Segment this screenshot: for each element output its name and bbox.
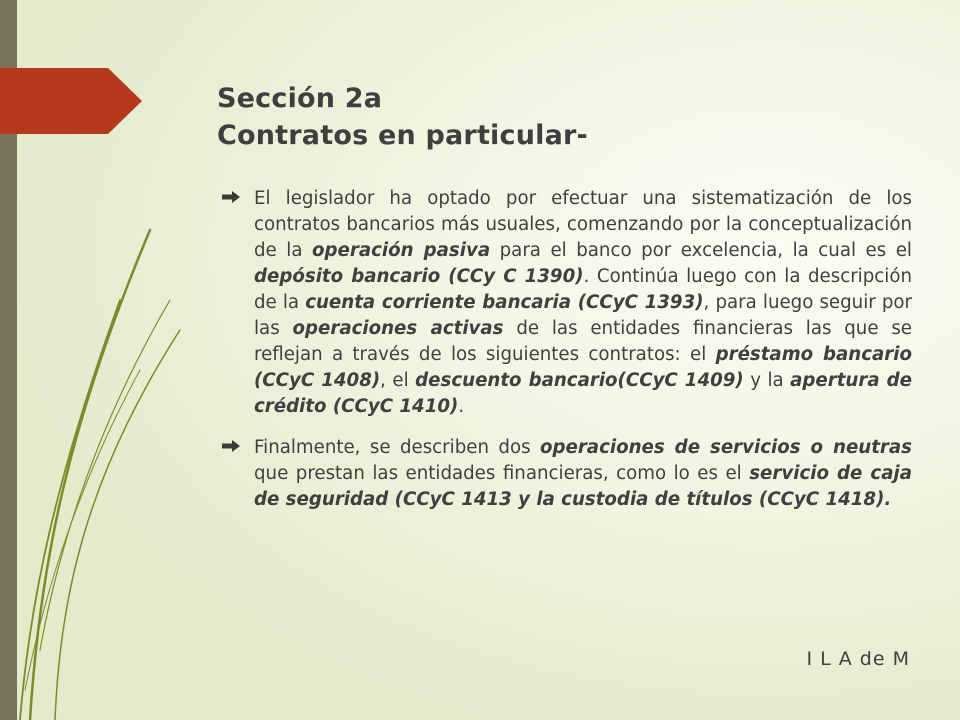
text-span: . Continúa luego con la descripción de la <box>254 266 912 313</box>
red-arrow-shape <box>0 68 142 134</box>
content-body <box>222 186 912 528</box>
right-arrow-icon <box>222 440 240 452</box>
text-span: y la <box>743 370 791 391</box>
text-span: de las entidades financieras las que se reflejan a través de los siguientes contratos: el <box>254 318 912 365</box>
emphasis-operaciones-servicios: operaciones de servicios o neutras <box>539 437 912 458</box>
emphasis-operacion-pasiva: operación pasiva <box>312 240 491 261</box>
emphasis-prestamo-bancario: préstamo bancario (CCyC 1408) <box>254 344 912 391</box>
text-span: , el <box>380 370 416 391</box>
text-span: para el banco por excelencia, la cual es el <box>490 240 912 261</box>
text-span: que prestan las entidades financieras, como lo es el <box>254 463 750 484</box>
emphasis-cuenta-corriente: cuenta corriente bancaria (CCyC 1393) <box>305 292 704 313</box>
emphasis-deposito-bancario: depósito bancario (CCy C 1390) <box>254 266 584 287</box>
list-item <box>222 435 912 513</box>
list-item <box>222 186 912 420</box>
title-line-1: Sección 2a <box>217 83 383 114</box>
text-span: . <box>458 396 465 417</box>
emphasis-apertura-credito: apertura de crédito (CCyC 1410) <box>254 370 912 417</box>
title-line-2: Contratos en particular- <box>217 120 588 151</box>
text-span: El legislador ha optado por efectuar una sistematización de los contratos bancarios más usuales, comenzando por la conceptualización de la <box>254 188 912 261</box>
footer-signature: I L A de M <box>806 648 910 670</box>
text-span: , para luego seguir por las <box>254 292 912 339</box>
emphasis-caja-seguridad: servicio de caja de seguridad (CCyC 1413 y la custodia de títulos (CCyC 1418). <box>254 463 912 510</box>
right-arrow-icon <box>222 191 240 203</box>
emphasis-operaciones-activas: operaciones activas <box>292 318 504 339</box>
page-title <box>217 80 588 154</box>
text-span: Finalmente, se describen dos <box>254 437 540 458</box>
paragraph-1 <box>254 186 912 420</box>
emphasis-descuento-bancario: descuento bancario(CCyC 1409) <box>415 370 744 391</box>
paragraph-2 <box>254 435 912 513</box>
